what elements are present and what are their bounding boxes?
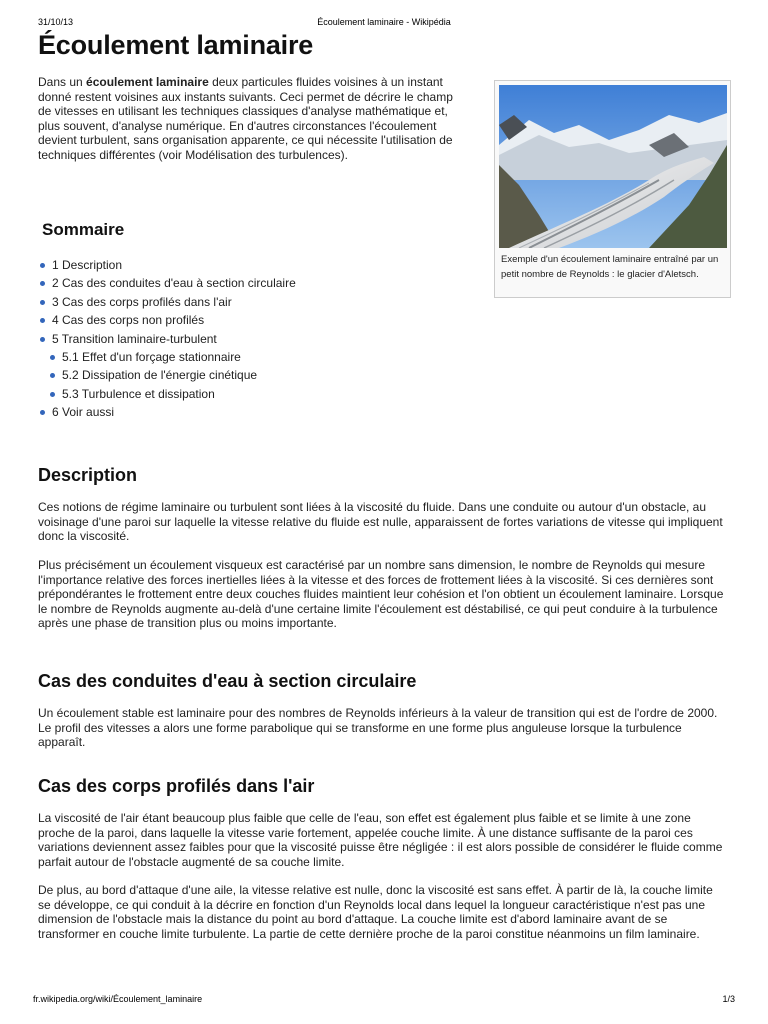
glacier-image[interactable]	[499, 85, 727, 248]
profiles-paragraph-1: La viscosité de l'air étant beaucoup plus faible que celle de l'eau, son effet est également plus faible et se limite à une zone proche de la paroi, dans laquelle la vitesse varie fortement, appelée couche limite. À une distance suffisante de la paroi ces variations deviennent assez faibles pour que la viscosité puisse être négligée : il est alors possible de considérer le fluide comme parfait autour de l'obstacle augmenté de sa couche limite.	[38, 811, 723, 869]
intro-pre: Dans un	[38, 75, 87, 89]
toc-item-5-1[interactable]: 5.1 Effet d'un forçage stationnaire	[38, 349, 296, 367]
intro-bold-term: écoulement laminaire	[86, 75, 209, 89]
print-page-title: Écoulement laminaire - Wikipédia	[317, 17, 451, 27]
toc-heading: Sommaire	[42, 220, 125, 239]
section-heading-description: Description	[38, 465, 138, 485]
toc-item-1[interactable]: 1 Description	[38, 257, 296, 275]
description-paragraph-1: Ces notions de régime laminaire ou turbulent sont liées à la viscosité du fluide. Dans une conduite ou autour d'un obstacle, au voisinage d'une paroi sur laquelle la vitesse relative du fluide est nulle, apparaissent de fortes variations de vitesse qui impliquent donc la viscosité.	[38, 500, 723, 544]
toc-item-5-2[interactable]: 5.2 Dissipation de l'énergie cinétique	[38, 367, 296, 385]
toc-item-5-3[interactable]: 5.3 Turbulence et dissipation	[38, 386, 296, 404]
figure-caption: Exemple d'un écoulement laminaire entraîné par un petit nombre de Reynolds : le glacier d'Aletsch.	[501, 254, 719, 280]
section-heading-conduites: Cas des conduites d'eau à section circulaire	[38, 671, 417, 691]
toc-item-6[interactable]: 6 Voir aussi	[38, 404, 296, 422]
intro-post: deux particules fluides voisines à un instant donné restent voisines aux instants suivants. Ceci permet de décrire le champ de vitesses en utilisant les techniques classiques d'analyse mathématique et, plus souvent, d'analyse numérique. En d'autres circonstances l'écoulement devient turbulent, sans organisation apparente, ce qui nécessite l'utilisation de techniques différentes (voir Modélisation des turbulences).	[38, 75, 453, 162]
figure-thumbnail	[494, 80, 731, 298]
print-date: 31/10/13	[38, 17, 74, 27]
toc-item-4[interactable]: 4 Cas des corps non profilés	[38, 312, 296, 330]
intro-paragraph	[38, 75, 458, 163]
toc-item-3[interactable]: 3 Cas des corps profilés dans l'air	[38, 294, 296, 312]
description-paragraph-2: Plus précisément un écoulement visqueux est caractérisé par un nombre sans dimension, le nombre de Reynolds qui mesure l'importance relative des forces inertielles liées à la vitesse et des forces de frottement liées à la viscosité. Si ces dernières sont prépondérantes le frottement entre deux couches fluides maintient leur cohésion et l'on obtient un écoulement laminaire. Lorsque le nombre de Reynolds augmente au-delà d'une certaine limite l'écoulement est déstabilisé, ce qui peut conduire à la turbulence après une phase de transition plus ou moins importante.	[38, 558, 724, 631]
section-heading-profiles: Cas des corps profilés dans l'air	[38, 776, 315, 796]
table-of-contents	[38, 257, 296, 423]
toc-item-5[interactable]: 5 Transition laminaire-turbulent	[38, 331, 296, 349]
profiles-paragraph-2: De plus, au bord d'attaque d'une aile, la vitesse relative est nulle, donc la viscosité est sans effet. À partir de là, la couche limite se développe, ce qui conduit à la décrire en fonction d'un Reynolds local dans lequel la longueur caractéristique n'est pas une dimension de l'obstacle mais la distance du point au bord d'attaque. La couche limite est d'abord laminaire avant de se transformer en couche limite turbulente. La partie de cette dernière proche de la paroi constitue néanmoins un film laminaire.	[38, 883, 713, 941]
toc-item-2[interactable]: 2 Cas des conduites d'eau à section circulaire	[38, 275, 296, 293]
page-number: 1/3	[722, 994, 735, 1004]
conduites-paragraph-1: Un écoulement stable est laminaire pour des nombres de Reynolds inférieurs à la valeur de transition qui est de l'ordre de 2000. Le profil des vitesses a alors une forme parabolique qui se transforme en une forme plus anguleuse lorsque la turbulence apparaît.	[38, 706, 718, 750]
print-url: fr.wikipedia.org/wiki/Écoulement_laminaire	[33, 994, 203, 1004]
article-title: Écoulement laminaire	[38, 30, 314, 60]
